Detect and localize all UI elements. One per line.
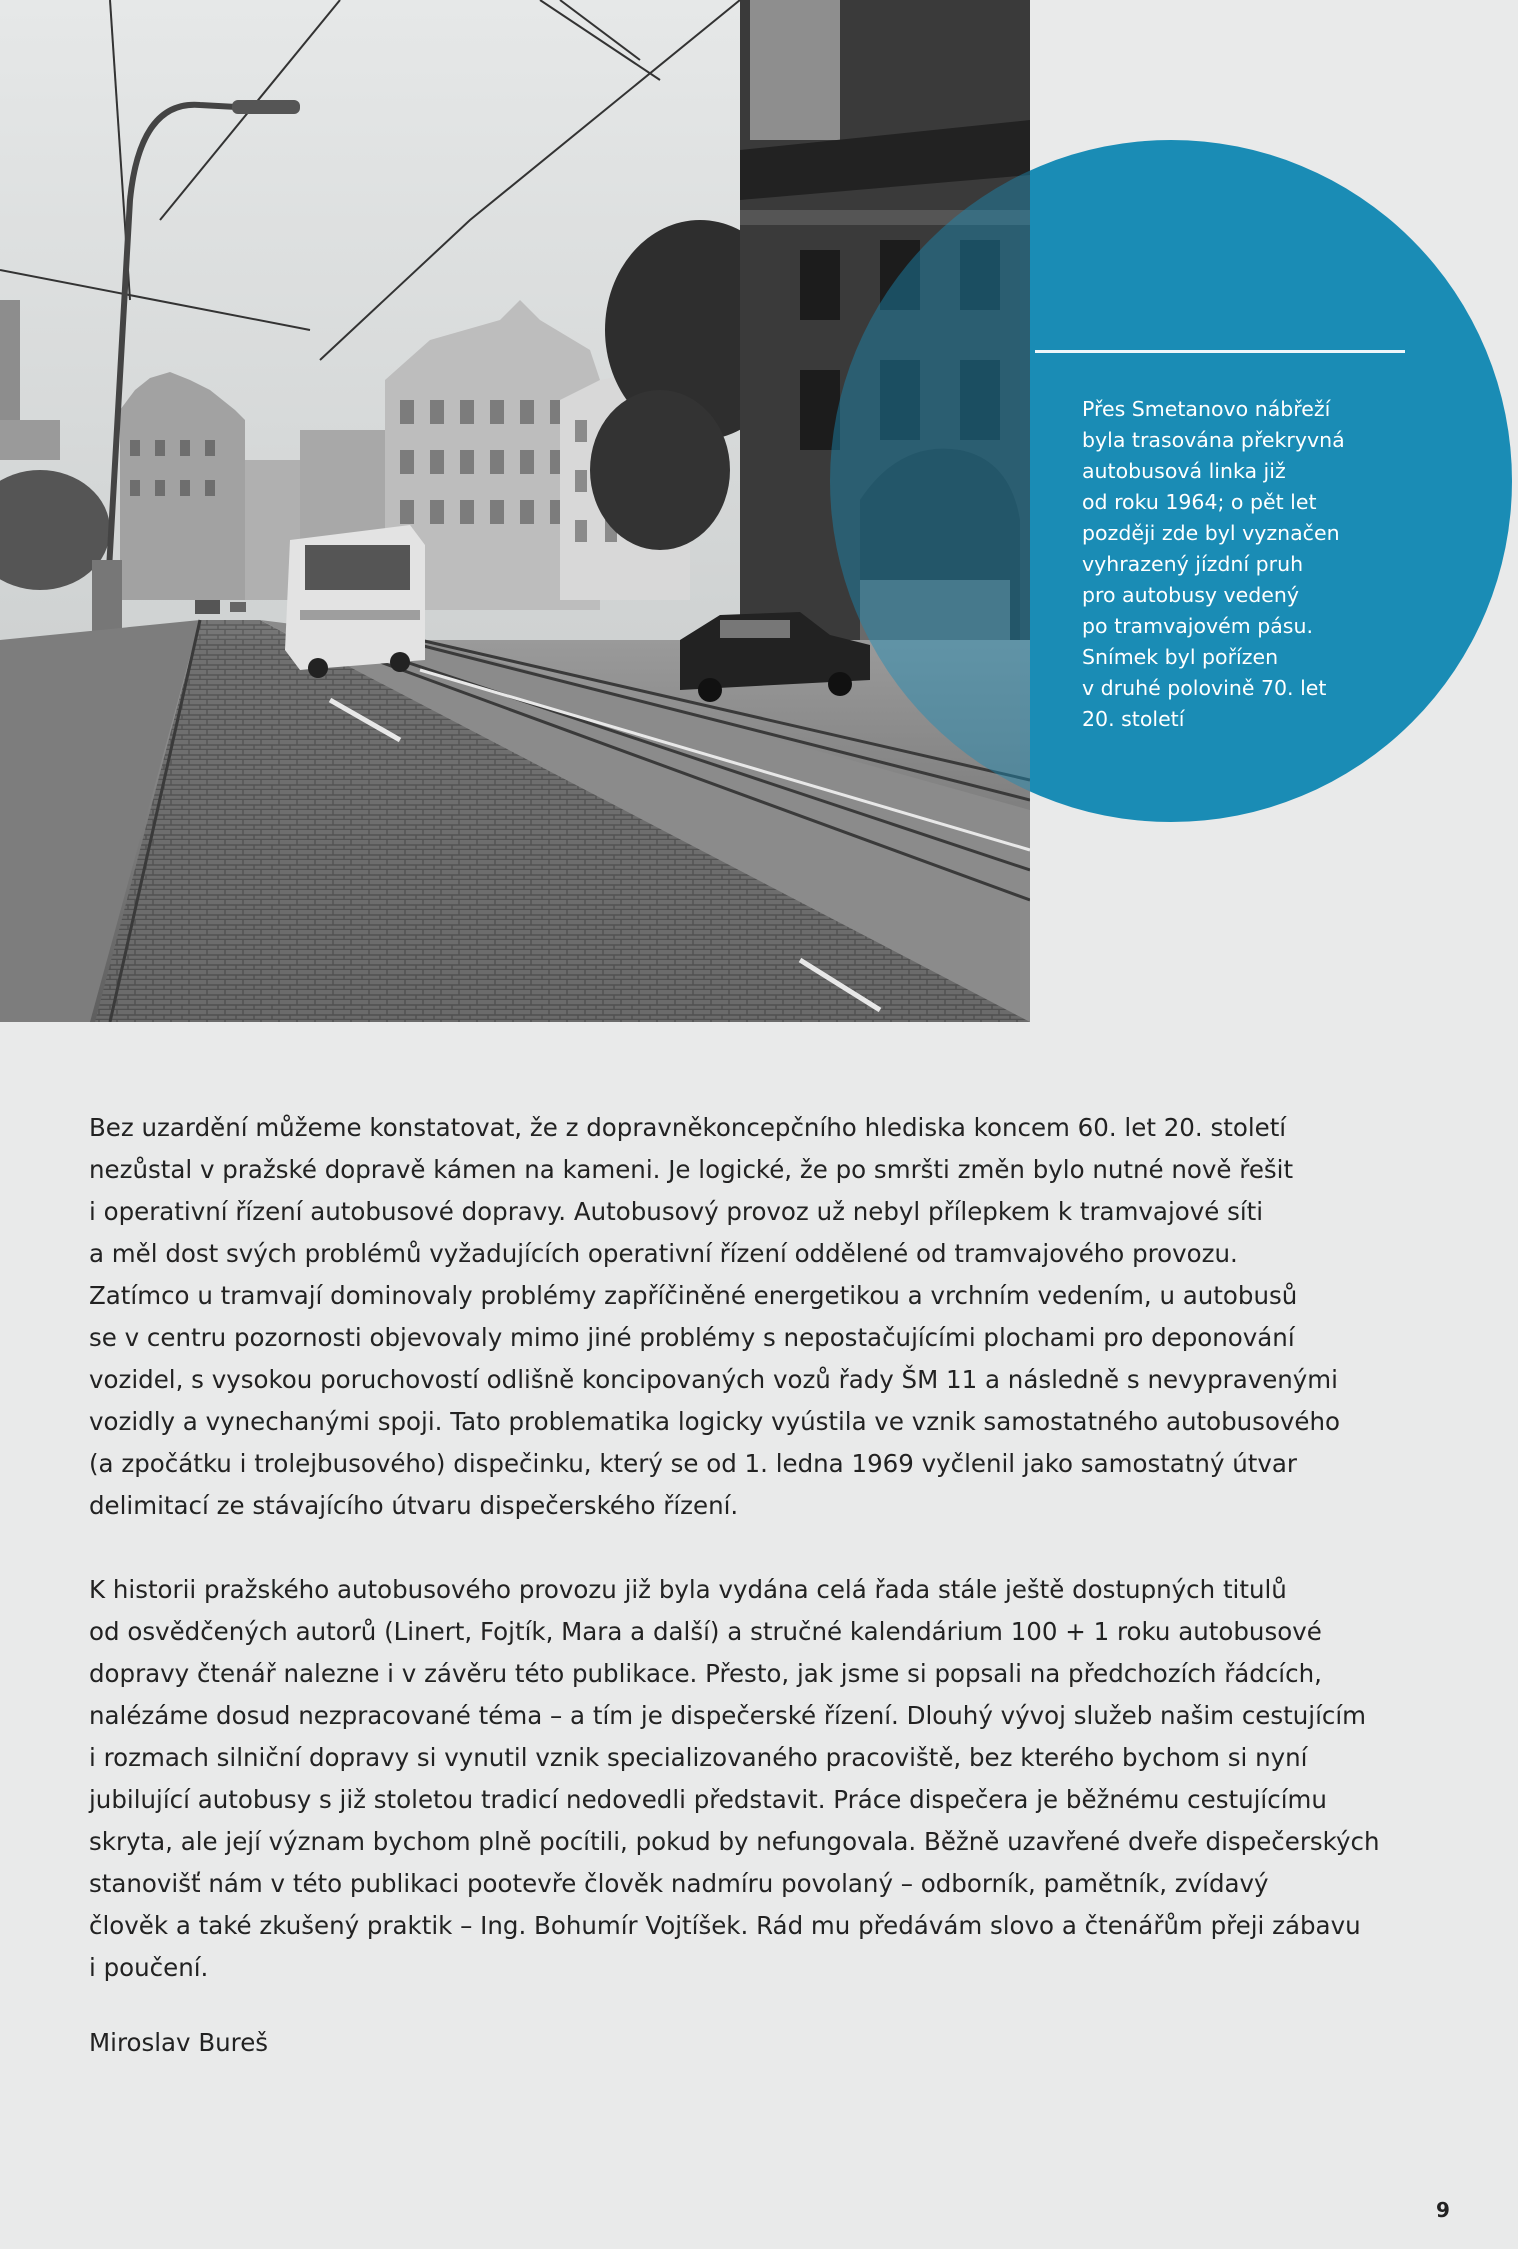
paragraph-2: K historii pražského autobusového provozu již byla vydána celá řada stále ještě dostupných titulů od osvědčených autorů (Linert, Fojtík, Mara a další) a stručné kalendárium 100 + 1 roku autobusové dopravy čtenář nalezne i v závěru této publikace. Přesto, jak jsme si popsali na předchozích řádcích, nalézáme dosud nezpracované téma – a tím je dispečerské řízení. Dlouhý vývoj služeb našim cestujícím i rozmach silniční dopravy si vynutil vznik specializovaného pracoviště, bez kterého bychom si nyní jubilující autobusy s již stoletou tradicí nedovedli představit. Práce dispečera je běžnému cestujícímu skryta, ale její význam bychom plně pocítili, pokud by nefungovala. Běžně uzavřené dveře dispečerských stanovišť nám v této publikaci pootevře člověk nadmíru povolaný – odborník, pamětník, zvídavý člověk a také zkušený praktik – Ing. Bohumír Vojtíšek. Rád mu předávám slovo a čtenářům přeji zábavu i poučení. xyxy=(89,1575,1380,1982)
photo-caption: Přes Smetanovo nábřeží byla trasována překryvná autobusová linka již od roku 1964; o pět let později zde byl vyznačen vyhrazený jízdní pruh pro autobusy vedený po tramvajovém pásu. Snímek byl pořízen v druhé polovině 70. let 20. století xyxy=(1082,397,1345,731)
street-photo xyxy=(0,0,1030,1022)
paragraph-1: Bez uzardění můžeme konstatovat, že z dopravněkoncepčního hlediska koncem 60. let 20. století nezůstal v pražské dopravě kámen na kameni. Je logické, že po smršti změn bylo nutné nově řešit i operativní řízení autobusové dopravy. Autobusový provoz už nebyl přílepkem k tramvajové síti a měl dost svých problémů vyžadujících operativní řízení oddělené od tramvajového provozu. Zatímco u tramvají dominovaly problémy zapříčiněné energetikou a vrchním vedením, u autobusů se v centru pozornosti objevovaly mimo jiné problémy s nepostačujícími plochami pro deponování vozidel, s vysokou poruchovostí odlišně koncipovaných vozů řady ŠM 11 a následně s nevypravenými vozidly a vynechanými spoji. Tato problematika logicky vyústila ve vznik samostatného autobusového (a zpočátku i trolejbusového) dispečinku, který se od 1. ledna 1969 vyčlenil jako samostatný útvar delimitací ze stávajícího útvaru dispečerského řízení. xyxy=(89,1113,1341,1520)
page-number: 9 xyxy=(1436,2198,1450,2222)
caption-rule xyxy=(1035,350,1405,353)
body-text xyxy=(89,1107,1399,1989)
author-signature: Miroslav Bureš xyxy=(89,2028,269,2057)
